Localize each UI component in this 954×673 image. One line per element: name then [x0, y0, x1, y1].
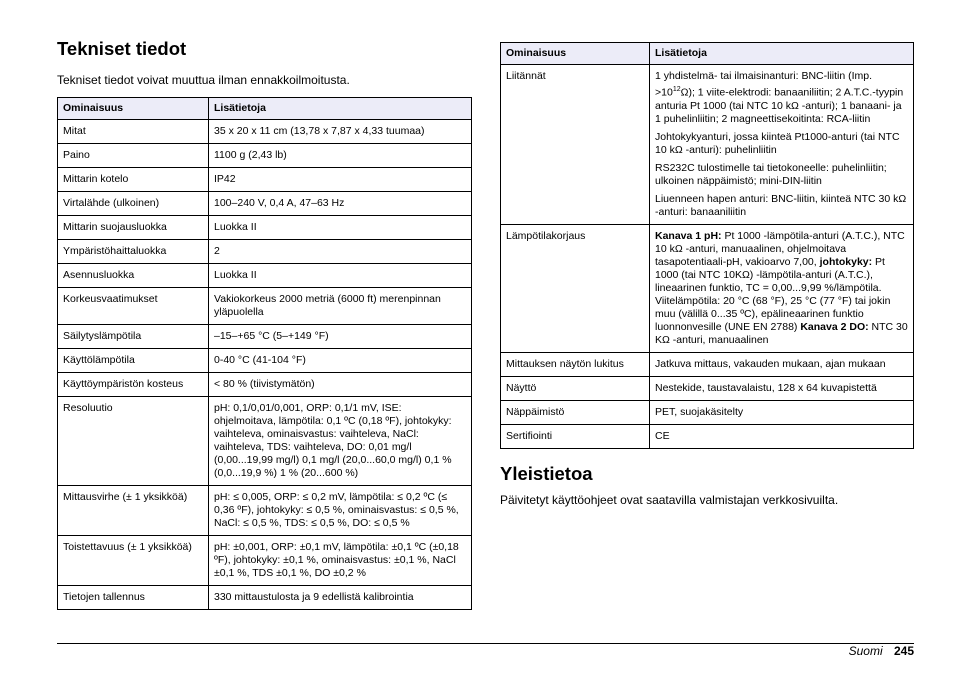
row-value: –15–+65 °C (5–+149 °F): [209, 325, 472, 349]
row-label: Ympäristöhaittaluokka: [58, 240, 209, 264]
row-value: pH: 0,1/0,01/0,001, ORP: 0,1/1 mV, ISE: ohjelmoitava, lämpötila: 0,1 ºC (0,18 ºF), johtokyky: vaihteleva, ominaisvastus: vaihteleva, NaCl: vaihteleva, TDS: vaihteleva, DO: 0,01 mg/l (0,00...19,99 mg/l) 0,1 mg/l (20,0...60,0 mg/l) 0,1 % (0,0...19,9 %) 1 % (20...600 %): [209, 397, 472, 486]
row-value: 1100 g (2,43 lb): [209, 144, 472, 168]
section-title-tekniset-tiedot: Tekniset tiedot: [57, 38, 187, 59]
specs-table-left: [57, 97, 472, 610]
row-value: Kanava 1 pH: Pt 1000 -lämpötila-anturi (A.T.C.), NTC 10 kΩ -anturi, manuaalinen, ohjelmoitava tasapotentiaali-pH, vakioarvo 7,00, johtokyky: Pt 1000 (tai NTC 10KΩ) -lämpötila-anturi (A.T.C.), lineaarinen funktio, TC = 0,00...9,99 %/lämpötila. Viitelämpötila: 20 °C (68 °F), 25 °C (77 °F) tai jokin muu (välillä 0...35 ºC), epälineaarinen funktio luonnonvesille (UNE EN 2788) Kanava 2 DO: NTC 30 KΩ -anturi, manuaalinen: [650, 224, 914, 352]
footer-divider: [57, 643, 914, 644]
table-row: [58, 486, 472, 536]
table-row: [501, 400, 914, 424]
table-row: [58, 192, 472, 216]
row-label: Virtalähde (ulkoinen): [58, 192, 209, 216]
table-row: [501, 424, 914, 448]
connections-paragraph-1: 1 yhdistelmä- tai ilmaisinanturi: BNC-liitin (Imp. $>10^{12}\Omega$); 1 viite-elektrodi: banaaniliitin; 2 A.T.C.-tyypin anturia Pt 1000 (tai NTC 10 kΩ -anturi); 1 banaani- ja 1 puhelinliitin; 2 magneettisekoitinta: RCA-liitin: [655, 70, 904, 125]
connections-paragraph-3: RS232C tulostimelle tai tietokoneelle: puhelinliitin; ulkoinen näppäimistö; mini-DIN-liitin: [655, 161, 887, 187]
row-label: Sertifiointi: [501, 424, 650, 448]
table-row: [58, 397, 472, 486]
row-value: 330 mittaustulosta ja 9 edellistä kalibrointia: [209, 586, 472, 610]
row-label: Mittarin suojausluokka: [58, 216, 209, 240]
row-value: IP42: [209, 168, 472, 192]
table-row: [501, 352, 914, 376]
row-value: CE: [650, 424, 914, 448]
table-row: [58, 586, 472, 610]
row-label: Käyttölämpötila: [58, 349, 209, 373]
row-value: 100–240 V, 0,4 A, 47–63 Hz: [209, 192, 472, 216]
table-row: [58, 288, 472, 325]
table-row: [501, 65, 914, 225]
table-row: [501, 224, 914, 352]
general-section: [500, 463, 914, 508]
row-label: Mittausvirhe (± 1 yksikköä): [58, 486, 209, 536]
row-value: Vakiokorkeus 2000 metriä (6000 ft) merenpinnan yläpuolella: [209, 288, 472, 325]
row-value: 2: [209, 240, 472, 264]
header-ominaisuus: Ominaisuus: [501, 43, 650, 65]
header-lisatietoja: Lisätietoja: [650, 43, 914, 65]
table-header-row: [58, 98, 472, 120]
row-label: Näppäimistö: [501, 400, 650, 424]
row-label: Tietojen tallennus: [58, 586, 209, 610]
row-label: Mitat: [58, 120, 209, 144]
row-label: Mittauksen näytön lukitus: [501, 352, 650, 376]
row-value: 35 x 20 x 11 cm (13,78 x 7,87 x 4,33 tuumaa): [209, 120, 472, 144]
row-value: pH: ±0,001, ORP: ±0,1 mV, lämpötila: ±0,1 ºC (±0,18 ºF), johtokyky: ±0,1 %, ominaisvastus: ±0,1 %, NaCl ±0,1 %, TDS ±0,1 %, DO ±0,2 %: [209, 536, 472, 586]
row-label: Säilytyslämpötila: [58, 325, 209, 349]
row-label: Korkeusvaatimukset: [58, 288, 209, 325]
table-row: [58, 325, 472, 349]
table-row: [58, 168, 472, 192]
page-number: 245: [893, 644, 914, 658]
row-label: Mittarin kotelo: [58, 168, 209, 192]
row-value: 0-40 °C (41-104 °F): [209, 349, 472, 373]
row-value: PET, suojakäsitelty: [650, 400, 914, 424]
row-label: Näyttö: [501, 376, 650, 400]
row-value: Luokka II: [209, 264, 472, 288]
table-row: [58, 264, 472, 288]
row-label: Käyttöympäristön kosteus: [58, 373, 209, 397]
connections-paragraph-2: Johtokykyanturi, jossa kiinteä Pt1000-anturi (tai NTC 10 kΩ -anturi): puhelinliitin: [655, 130, 900, 156]
table-row: [58, 536, 472, 586]
row-value: [650, 65, 914, 225]
row-label: Asennusluokka: [58, 264, 209, 288]
right-column: [500, 42, 914, 517]
row-label: Lämpötilakorjaus: [501, 224, 650, 352]
row-label: Toistettavuus (± 1 yksikköä): [58, 536, 209, 586]
section-title-yleistietoa: Yleistietoa: [500, 462, 593, 484]
table-row: [501, 376, 914, 400]
header-lisatietoja: Lisätietoja: [209, 98, 472, 120]
left-column: [57, 38, 472, 610]
row-label: Liitännät: [501, 65, 650, 225]
row-value: pH: ≤ 0,005, ORP: ≤ 0,2 mV, lämpötila: ≤ 0,2 ºC (≤ 0,36 ºF), johtokyky: ≤ 0,5 %, ominaisvastus: ≤ 0,5 %, NaCl: ≤ 0,5 %, TDS: ≤ 0,5 %, DO: ≤ 0,5 %: [209, 486, 472, 536]
specs-table-left-body: [58, 120, 472, 610]
table-row: [58, 349, 472, 373]
row-value: Luokka II: [209, 216, 472, 240]
intro-text: Tekniset tiedot voivat muuttua ilman ennakkoilmoitusta.: [57, 73, 350, 87]
row-value: < 80 % (tiivistymätön): [209, 373, 472, 397]
table-row: [58, 216, 472, 240]
table-row: [58, 240, 472, 264]
row-label: Resoluutio: [58, 397, 209, 486]
footer-language: Suomi: [848, 644, 883, 658]
general-text: Päivitetyt käyttöohjeet ovat saatavilla valmistajan verkkosivuilta.: [500, 492, 839, 507]
table-row: [58, 373, 472, 397]
table-row: [58, 120, 472, 144]
connections-paragraph-4: Liuenneen hapen anturi: BNC-liitin, kiinteä NTC 30 kΩ -anturi: banaaniliitin: [655, 192, 907, 218]
table-header-row: [501, 43, 914, 65]
table-row: [58, 144, 472, 168]
specs-table-right: [500, 42, 914, 449]
row-value: Nestekide, taustavalaistu, 128 x 64 kuvapistettä: [650, 376, 914, 400]
specs-table-right-body: [501, 65, 914, 449]
page-footer: [849, 644, 914, 659]
row-value: Jatkuva mittaus, vakauden mukaan, ajan mukaan: [650, 352, 914, 376]
row-label: Paino: [58, 144, 209, 168]
header-ominaisuus: Ominaisuus: [58, 98, 209, 120]
